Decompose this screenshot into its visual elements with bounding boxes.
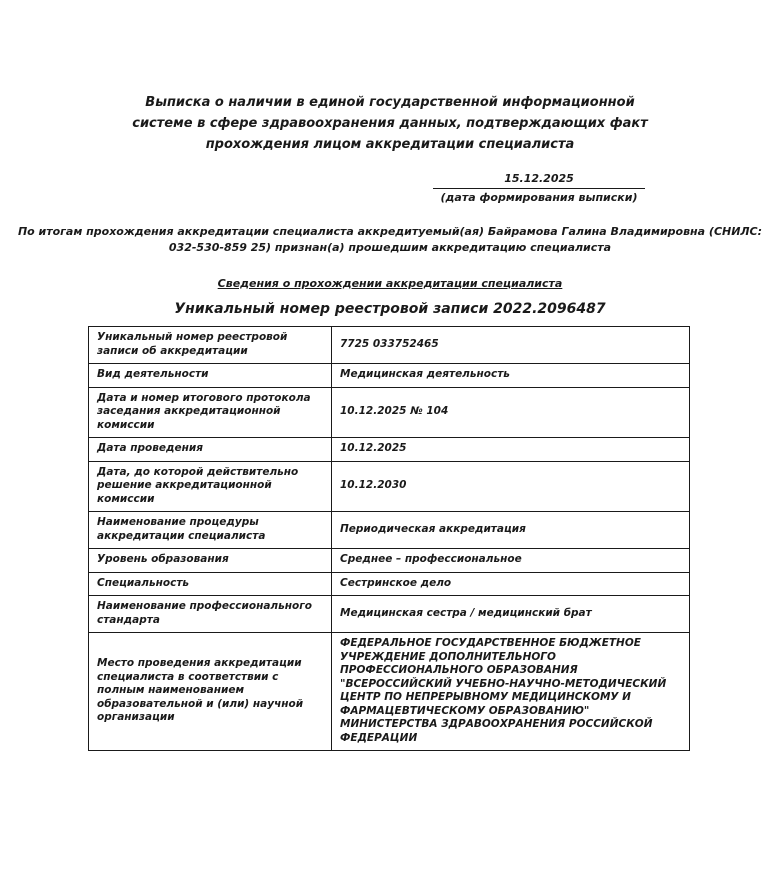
- row-value: 10.12.2025 № 104: [332, 387, 690, 438]
- row-label: Дата и номер итогового протокола заседания аккредитационной комиссии: [89, 387, 332, 438]
- intro-line: 032-530-859 25) признан(а) прошедшим аккредитацию специалиста: [168, 241, 612, 254]
- table-row: [89, 364, 690, 388]
- issue-date-block: [433, 171, 645, 205]
- table-row: [89, 572, 690, 596]
- row-value: 10.12.2025: [332, 438, 690, 462]
- row-label: Место проведения аккредитации специалиста в соответствии с полным наименованием образовательной и (или) научной организации: [89, 633, 332, 751]
- table-row: [89, 596, 690, 633]
- table-row: [89, 512, 690, 549]
- section-heading: Сведения о прохождении аккредитации специалиста: [217, 277, 563, 290]
- row-label: Уникальный номер реестровой записи об аккредитации: [89, 327, 332, 364]
- issue-date: 15.12.2025: [433, 171, 645, 189]
- registry-number-heading: Уникальный номер реестровой записи 2022.2096487: [174, 301, 606, 317]
- issue-date-caption: (дата формирования выписки): [440, 191, 638, 204]
- row-value: ФЕДЕРАЛЬНОЕ ГОСУДАРСТВЕННОЕ БЮДЖЕТНОЕ УЧРЕЖДЕНИЕ ДОПОЛНИТЕЛЬНОГО ПРОФЕССИОНАЛЬНОГО ОБРАЗОВАНИЯ "ВСЕРОССИЙСКИЙ УЧЕБНО-НАУЧНО-МЕТОДИЧЕСКИЙ ЦЕНТР ПО НЕПРЕРЫВНОМУ МЕДИЦИНСКОМУ И ФАРМАЦЕВТИЧЕСКОМУ ОБРАЗОВАНИЮ" МИНИСТЕРСТВА ЗДРАВООХРАНЕНИЯ РОССИЙСКОЙ ФЕДЕРАЦИИ: [332, 633, 690, 751]
- row-value: Периодическая аккредитация: [332, 512, 690, 549]
- row-label: Наименование профессионального стандарта: [89, 596, 332, 633]
- row-label: Вид деятельности: [89, 364, 332, 388]
- row-value: Медицинская сестра / медицинский брат: [332, 596, 690, 633]
- page-title-line: Выписка о наличии в единой государственной информационной: [145, 95, 635, 110]
- table-row: [89, 438, 690, 462]
- accreditation-table: [88, 326, 690, 751]
- intro-paragraph: [0, 224, 780, 256]
- table-row: [89, 327, 690, 364]
- page-title-line: прохождения лицом аккредитации специалиста: [205, 137, 575, 152]
- table-row: [89, 549, 690, 573]
- row-value: Медицинская деятельность: [332, 364, 690, 388]
- row-value: 10.12.2030: [332, 461, 690, 512]
- page-title: [0, 0, 780, 155]
- row-label: Дата, до которой действительно решение аккредитационной комиссии: [89, 461, 332, 512]
- row-label: Наименование процедуры аккредитации специалиста: [89, 512, 332, 549]
- intro-line: По итогам прохождения аккредитации специалиста аккредитуемый(ая) Байрамова Галина Владимировна (СНИЛС:: [17, 225, 763, 238]
- table-row: [89, 633, 690, 751]
- row-label: Специальность: [89, 572, 332, 596]
- row-value: Сестринское дело: [332, 572, 690, 596]
- table-row: [89, 461, 690, 512]
- row-label: Дата проведения: [89, 438, 332, 462]
- table-row: [89, 387, 690, 438]
- row-value: Среднее – профессиональное: [332, 549, 690, 573]
- row-label: Уровень образования: [89, 549, 332, 573]
- page-title-line: системе в сфере здравоохранения данных, подтверждающих факт: [132, 116, 648, 131]
- row-value: 7725 033752465: [332, 327, 690, 364]
